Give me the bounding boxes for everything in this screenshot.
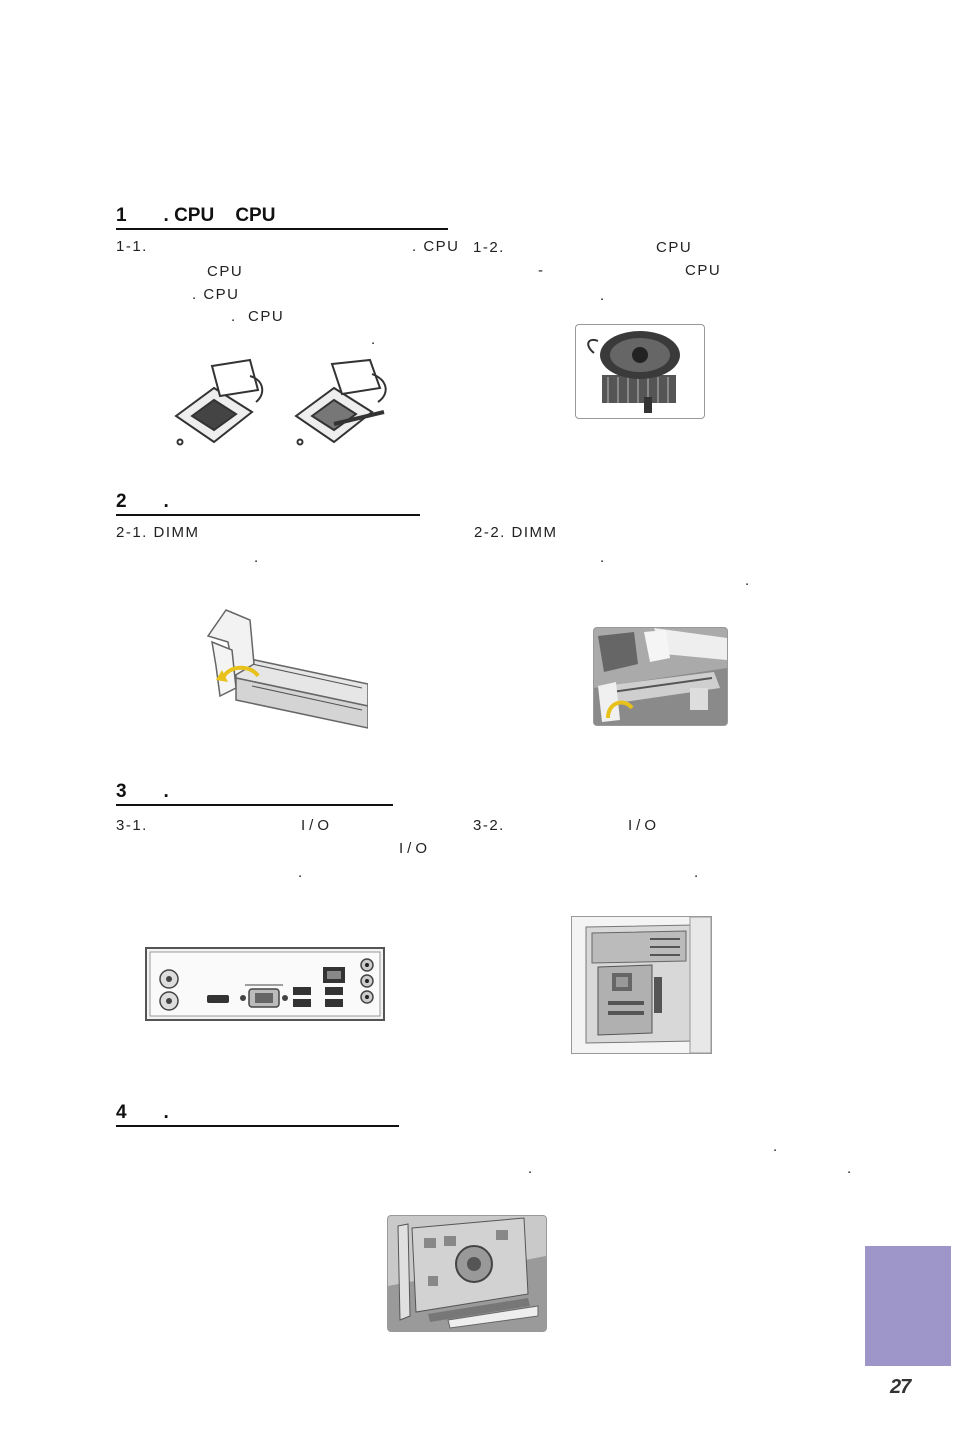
step-2-1-text: . [254,549,260,566]
step-1-1-text: . CPU [412,238,460,255]
cpu-cooler-image [575,324,705,419]
step-3-1-label: 3-1. [116,817,148,834]
io-shield-illustration [145,947,385,1021]
step-3-1-text: I/O [399,840,432,857]
step-1-1-text: . CPU [192,286,240,303]
step-1-2-text: . [600,287,606,304]
step-2-2-text: . [600,549,606,566]
step-3-1-text: . [298,864,304,881]
section-3-heading: 3 . [116,781,393,806]
section-4-heading: 4 . [116,1102,399,1127]
dimm-install-image [593,627,728,726]
section-4-text: . [847,1160,853,1177]
step-3-2-label: 3-2. [473,817,505,834]
step-3-2-text: . [694,864,700,881]
cpu-socket-open-illustration [168,358,280,450]
step-1-2-text: CPU [656,239,693,256]
section-4-text: . [528,1160,534,1177]
step-1-1-text: . [371,331,377,348]
step-3-2-text: I/O [628,817,661,834]
step-3-1-text: I/O [301,817,334,834]
step-2-2-label: 2-2. DIMM [474,524,558,541]
step-1-2-text: CPU [685,262,722,279]
step-1-1-text: CPU [207,263,244,280]
expansion-card-image [387,1215,547,1332]
step-1-1-label: 1-1. [116,238,148,255]
step-1-1-text: . CPU [231,308,285,325]
step-2-2-text: . [745,572,751,589]
section-1-heading: 1 . CPU CPU [116,205,448,230]
case-interior-image [571,916,712,1054]
dimm-slot-illustration [202,606,368,730]
step-1-2-text: - [538,262,545,279]
step-1-2-label: 1-2. [473,239,505,256]
chapter-tab [865,1246,951,1366]
cpu-thermal-paste-illustration [288,358,400,450]
page-number: 27 [890,1376,911,1398]
step-2-1-label: 2-1. DIMM [116,524,200,541]
section-2-heading: 2 . [116,491,420,516]
section-4-text: . [773,1138,779,1155]
